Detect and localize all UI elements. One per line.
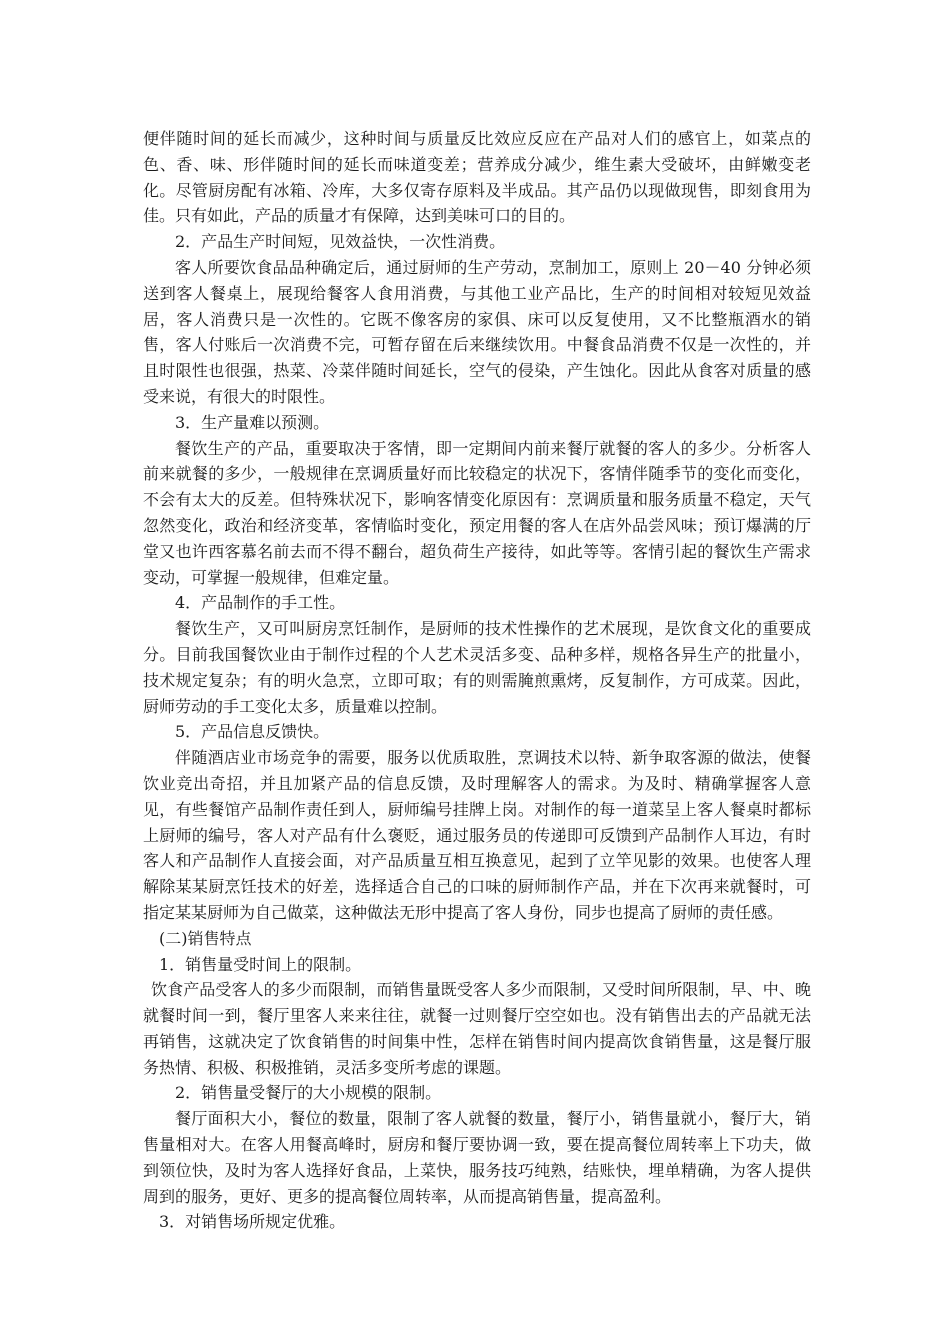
paragraph-body: 餐饮生产的产品，重要取决于客情，即一定期间内前来餐厅就餐的客人的多少。分析客人前来就餐的多少，一般规律在烹调质量好而比较稳定的状况下，客情伴随季节的变化而变化，不会有太大的反差。但特殊状况下，影响客情变化原因有：烹调质量和服务质量不稳定，天气忽然变化，政治和经济变革，客情临时变化，预定用餐的客人在店外品尝风味；预订爆满的厅堂又也许西客慕名前去而不得不翻台，超负荷生产接待，如此等等。客情引起的餐饮生产需求变动，可掌握一般规律，但难定量。	[143, 438, 811, 587]
item-heading-5: 5．产品信息反馈快。	[175, 722, 330, 742]
paragraph-continuation: 便伴随时间的延长而减少，这种时间与质量反比效应反应在产品对人们的感官上，如菜点的色、香、味、形伴随时间的延长而味道变差；营养成分减少，维生素大受破坏，由鲜嫩变老化。尽管厨房配有冰箱、冷库，大多仅寄存原料及半成品。其产品仍以现做现售，即刻食用为佳。只有如此，产品的质量才有保障，达到美味可口的目的。	[143, 129, 811, 226]
paragraph-body: 伴随酒店业市场竞争的需要，服务以优质取胜，烹调技术以特、新争取客源的做法，使餐饮业竞出奇招，并且加紧产品的信息反馈，及时理解客人的需求。为及时、精确掌握客人意见，有些餐馆产品制作责任到人，厨师编号挂牌上岗。对制作的每一道菜呈上客人餐桌时都标上厨师的编号，客人对产品有什么褒贬，通过服务员的传递即可反馈到产品制作人耳边，有时客人和产品制作人直接会面，对产品质量互相互换意见，起到了立竿见影的效果。也使客人理解除某某厨烹饪技术的好差，选择适合自己的口味的厨师制作产品，并在下次再来就餐时，可指定某某厨师为自己做菜，这种做法无形中提高了客人身份，同步也提高了厨师的责任感。	[143, 748, 811, 922]
item-heading-4: 4．产品制作的手工性。	[175, 593, 346, 613]
item-heading-sales-2: 2．销售量受餐厅的大小规模的限制。	[175, 1083, 442, 1103]
item-heading-sales-1: 1．销售量受时间上的限制。	[159, 954, 362, 974]
paragraph-body: 餐厅面积大小，餐位的数量，限制了客人就餐的数量，餐厅小，销售量就小，餐厅大，销售量相对大。在客人用餐高峰时，厨房和餐厅要协调一致，要在提高餐位周转率上下功夫，做到领位快，及时为客人选择好食品，上菜快，服务技巧纯熟，结账快，埋单精确，为客人提供周到的服务，更好、更多的提高餐位周转率，从而提高销售量，提高盈利。	[143, 1109, 811, 1206]
paragraph-body: 饮食产品受客人的多少而限制，而销售量既受客人多少而限制，又受时间所限制，早、中、晚就餐时间一到，餐厅里客人来来往往，就餐一过则餐厅空空如也。没有销售出去的产品就无法再销售，这就决定了饮食销售的时间集中性，怎样在销售时间内提高饮食销售量，这是餐厅服务热情、积极、积极推销，灵活多变所考虑的课题。	[143, 980, 811, 1077]
section-heading-sales: (二)销售特点	[159, 928, 252, 948]
item-heading-2: 2．产品生产时间短，见效益快，一次性消费。	[175, 232, 506, 252]
document-body	[143, 126, 811, 1235]
item-heading-sales-3: 3．对销售场所规定优雅。	[159, 1212, 346, 1232]
paragraph-body: 客人所要饮食品品种确定后，通过厨师的生产劳动，烹制加工，原则上 20－40 分钟必须送到客人餐桌上，展现给餐客人食用消费，与其他工业产品比，生产的时间相对较短见效益居，客人消费只是一次性的。它既不像客房的家俱、床可以反复使用，又不比整瓶酒水的销售，客人付账后一次消费不完，可暂存留在后来继续饮用。中餐食品消费不仅是一次性的，并且时限性也很强，热菜、冷菜伴随时间延长，空气的侵染，产生蚀化。因此从食客对质量的感受来说，有很大的时限性。	[143, 257, 811, 406]
item-heading-3: 3．生产量难以预测。	[175, 412, 330, 432]
paragraph-body: 餐饮生产，又可叫厨房烹饪制作，是厨师的技术性操作的艺术展现，是饮食文化的重要成分。目前我国餐饮业由于制作过程的个人艺术灵活多变、品种多样，规格各异生产的批量小，技术规定复杂；有的明火急烹，立即可取；有的则需腌煎熏烤，反复制作，方可成菜。因此，厨师劳动的手工变化太多，质量难以控制。	[143, 619, 811, 716]
